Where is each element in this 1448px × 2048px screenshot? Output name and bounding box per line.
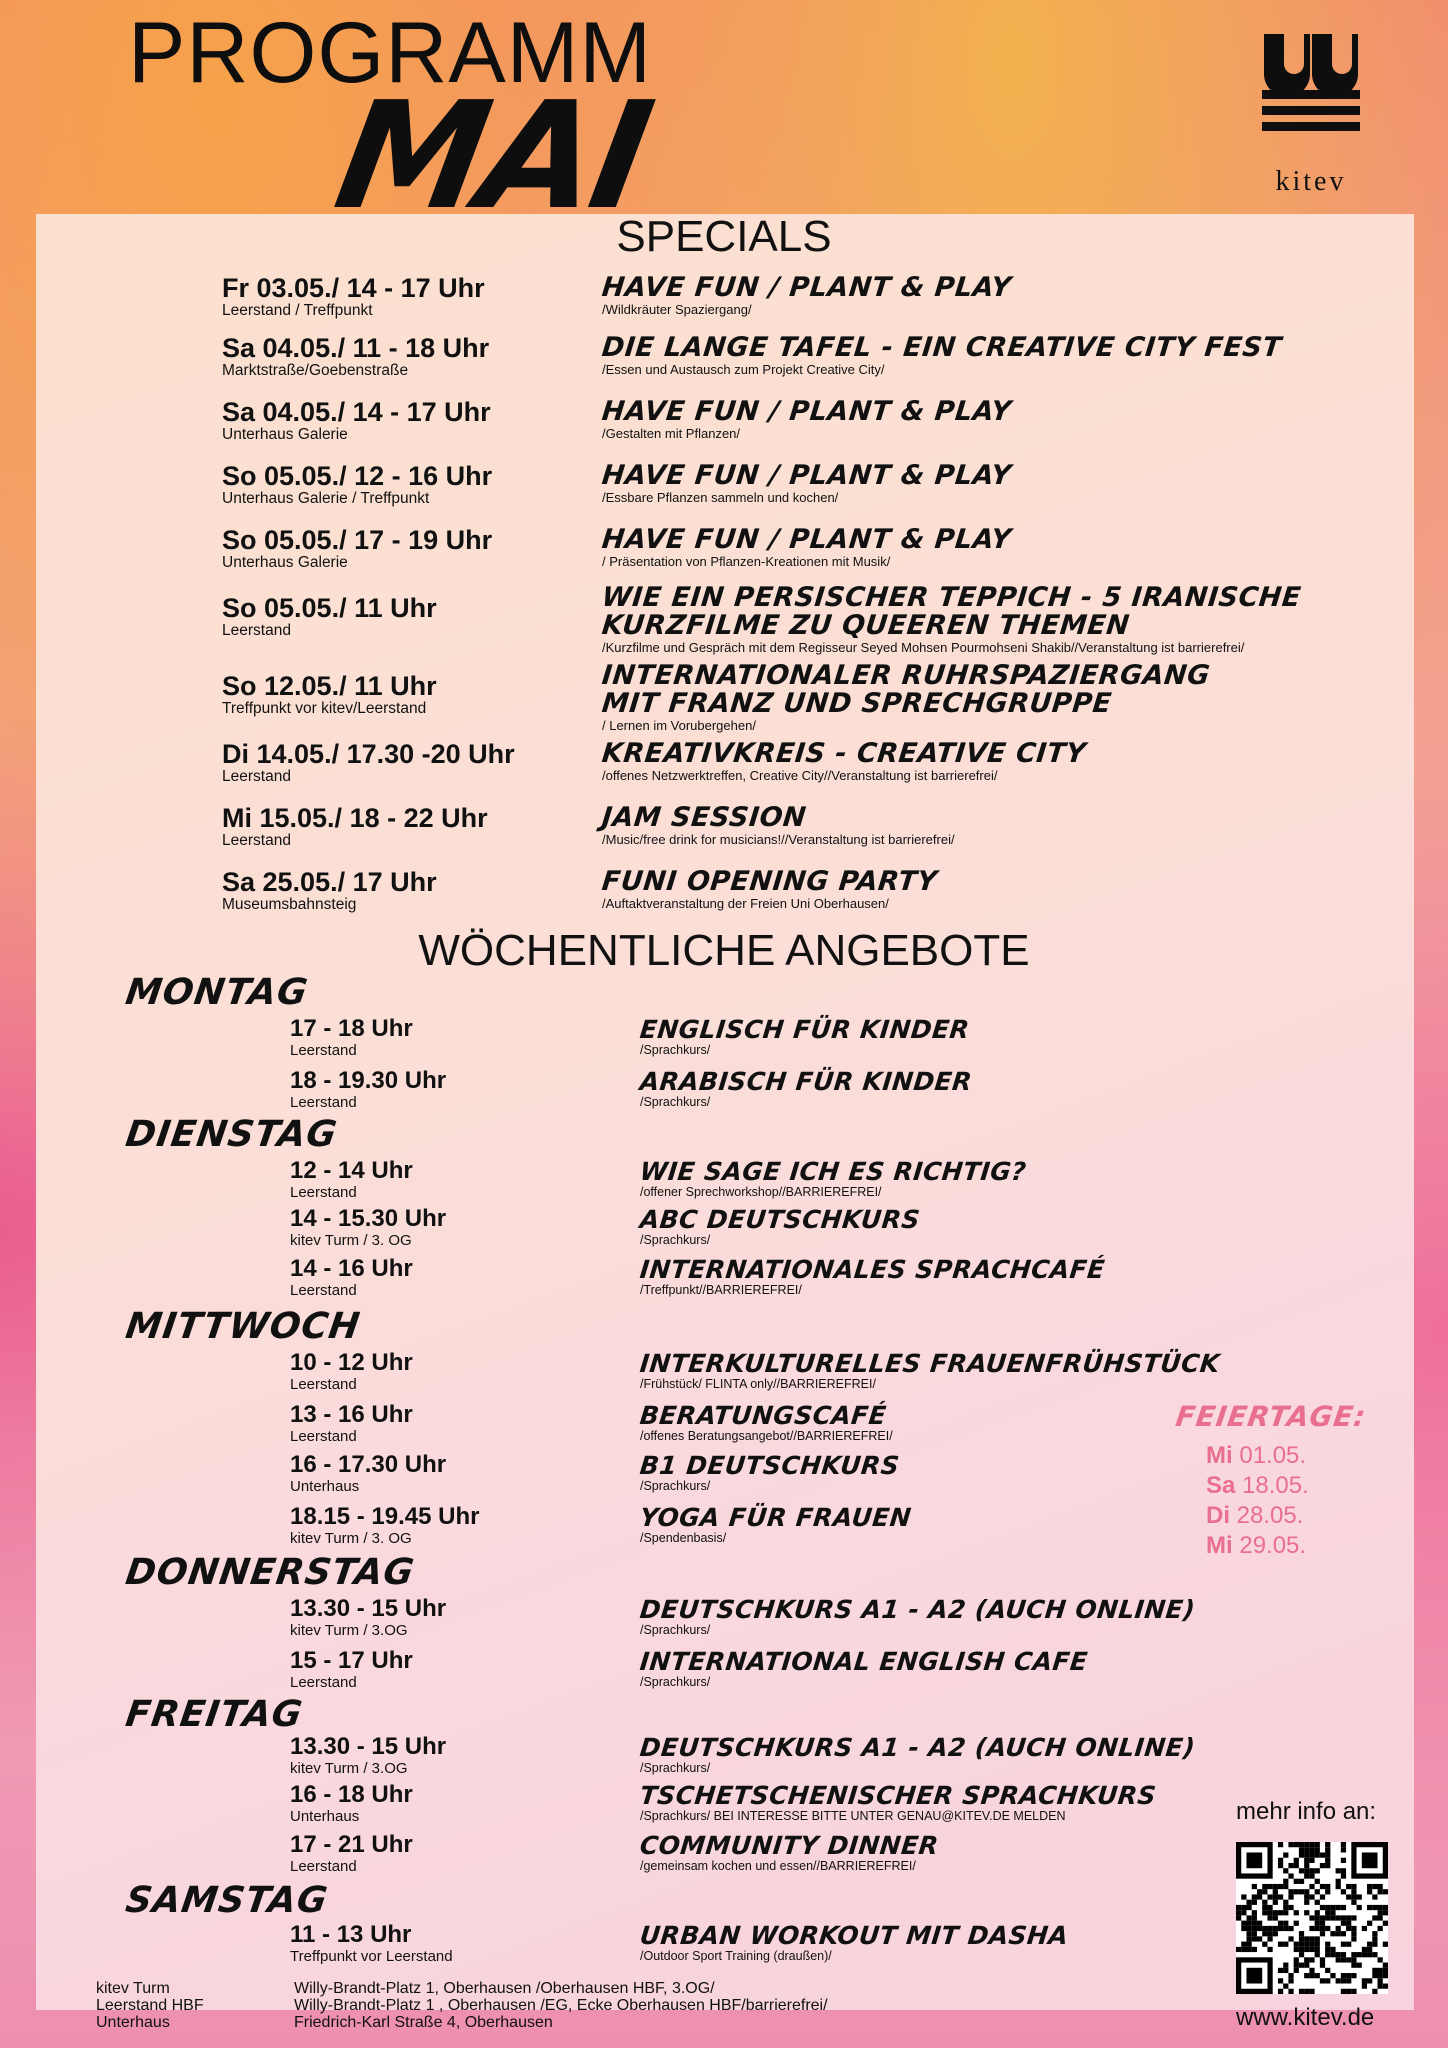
special-place: Leerstand bbox=[222, 768, 291, 785]
specials-title: SPECIALS bbox=[616, 212, 832, 261]
weekly-time: 17 - 18 Uhr bbox=[290, 1015, 413, 1042]
weekly-event-note: /Sprachkurs/ bbox=[640, 1095, 711, 1109]
weekly-event-title: DEUTSCHKURS A1 - A2 (AUCH ONLINE) bbox=[638, 1595, 1197, 1624]
weekly-time: 11 - 13 Uhr bbox=[290, 1921, 412, 1948]
weekly-event-note: /Sprachkurs/ bbox=[640, 1043, 711, 1057]
special-event-note: /Essen und Austausch zum Projekt Creative City/ bbox=[602, 362, 885, 377]
weekly-time: 13 - 16 Uhr bbox=[290, 1401, 413, 1428]
weekly-event-note: /Sprachkurs/ bbox=[640, 1233, 711, 1247]
weekly-time-block bbox=[290, 1832, 413, 1875]
weekly-event-note: /Sprachkurs/ BEI INTERESSE BITTE UNTER GENAU@KITEV.DE MELDEN bbox=[640, 1809, 1066, 1823]
special-place: Leerstand / Treffpunkt bbox=[222, 302, 373, 319]
special-event-block bbox=[602, 804, 955, 848]
footer-location-name: kitev Turm bbox=[96, 1980, 170, 1997]
special-event-block bbox=[602, 868, 937, 912]
weekly-place: kitev Turm / 3.OG bbox=[290, 1622, 408, 1639]
weekly-event-note: /Sprachkurs/ bbox=[640, 1761, 711, 1775]
weekday-heading: MITTWOCH bbox=[123, 1306, 363, 1347]
weekly-event-title: ARABISCH FÜR KINDER bbox=[638, 1067, 974, 1096]
special-event-note: /Gestalten mit Pflanzen/ bbox=[602, 426, 741, 441]
weekly-event-note: /Sprachkurs/ bbox=[640, 1623, 711, 1637]
weekly-time-block bbox=[290, 1648, 413, 1691]
special-event-block bbox=[602, 526, 1011, 570]
special-date: Fr 03.05./ 14 - 17 Uhr bbox=[222, 273, 485, 303]
weekly-event-block bbox=[640, 1068, 972, 1110]
title-programm: PROGRAMM bbox=[128, 5, 652, 101]
special-event-title: HAVE FUN / PLANT & PLAY bbox=[600, 272, 1013, 303]
weekly-event-note: /Spendenbasis/ bbox=[640, 1531, 727, 1545]
weekly-place: Leerstand bbox=[290, 1094, 357, 1111]
weekly-event-title: TSCHETSCHENISCHER SPRACHKURS bbox=[638, 1781, 1158, 1810]
special-event-block bbox=[602, 274, 1011, 318]
weekly-event-title: B1 DEUTSCHKURS bbox=[638, 1451, 901, 1480]
special-event-note: /Kurzfilme und Gespräch mit dem Regisseur Seyed Mohsen Pourmohseni Shakib//Veranstaltung ist barrierefrei/ bbox=[602, 640, 1245, 655]
special-place: Museumsbahnsteig bbox=[222, 896, 357, 913]
weekly-event-title: INTERKULTURELLES FRAUENFRÜHSTÜCK bbox=[638, 1349, 1222, 1378]
weekly-event-title: ABC DEUTSCHKURS bbox=[638, 1205, 922, 1234]
weekly-time: 16 - 18 Uhr bbox=[290, 1781, 413, 1808]
special-event-note: / Präsentation von Pflanzen-Kreationen mit Musik/ bbox=[602, 554, 891, 569]
special-event-note: /Essbare Pflanzen sammeln und kochen/ bbox=[602, 490, 839, 505]
special-place: Marktstraße/Goebenstraße bbox=[222, 362, 409, 379]
special-event-block bbox=[602, 584, 1301, 656]
special-place: Unterhaus Galerie bbox=[222, 426, 348, 443]
weekly-time-block bbox=[290, 1596, 446, 1639]
weekly-time-block bbox=[290, 1452, 446, 1495]
weekly-time: 12 - 14 Uhr bbox=[290, 1157, 413, 1184]
weekly-time: 16 - 17.30 Uhr bbox=[290, 1451, 447, 1478]
weekly-event-block bbox=[640, 1504, 911, 1546]
weekly-event-block bbox=[640, 1350, 1220, 1392]
weekly-event-title: YOGA FÜR FRAUEN bbox=[638, 1503, 913, 1532]
special-date-block bbox=[222, 594, 437, 640]
special-date-block bbox=[222, 868, 437, 914]
weekly-event-note: /offenes Beratungsangebot//BARRIEREFREI/ bbox=[640, 1429, 893, 1443]
special-event-title: DIE LANGE TAFEL - EIN CREATIVE CITY FEST bbox=[600, 332, 1284, 363]
holiday-date: 18.05. bbox=[1235, 1472, 1309, 1499]
holiday-day: Di bbox=[1206, 1502, 1230, 1529]
weekly-place: Unterhaus bbox=[290, 1478, 360, 1495]
weekday-heading: DIENSTAG bbox=[123, 1114, 340, 1155]
weekly-time-block bbox=[290, 1068, 446, 1111]
weekly-place: kitev Turm / 3.OG bbox=[290, 1760, 408, 1777]
special-date: Sa 25.05./ 17 Uhr bbox=[222, 867, 437, 897]
footer-location-address: Friedrich-Karl Straße 4, Oberhausen bbox=[294, 2014, 553, 2031]
weekly-event-block bbox=[640, 1452, 899, 1494]
weekly-place: Leerstand bbox=[290, 1674, 357, 1691]
holidays-box bbox=[1173, 1400, 1369, 1561]
weekly-event-note: /gemeinsam kochen und essen//BARRIEREFREI/ bbox=[640, 1859, 916, 1873]
weekly-event-block bbox=[640, 1832, 938, 1874]
special-place: Unterhaus Galerie / Treffpunkt bbox=[222, 490, 430, 507]
holiday-line bbox=[1206, 1471, 1366, 1501]
logo-text: kitev bbox=[1275, 166, 1347, 197]
special-place: Unterhaus Galerie bbox=[222, 554, 348, 571]
special-date: So 05.05./ 12 - 16 Uhr bbox=[222, 461, 493, 491]
weekday-heading: FREITAG bbox=[123, 1694, 306, 1735]
weekly-event-note: /offener Sprechworkshop//BARRIEREFREI/ bbox=[640, 1185, 882, 1199]
qr-code-icon[interactable] bbox=[1236, 1842, 1388, 1994]
special-date-block bbox=[222, 462, 492, 508]
weekly-place: Leerstand bbox=[290, 1282, 357, 1299]
special-place: Leerstand bbox=[222, 622, 291, 639]
weekly-event-title: ENGLISCH FÜR KINDER bbox=[638, 1015, 971, 1044]
special-event-title: HAVE FUN / PLANT & PLAY bbox=[600, 524, 1013, 555]
holiday-line bbox=[1206, 1501, 1366, 1531]
kitev-logo-icon bbox=[1262, 34, 1360, 134]
special-event-title-line2: MIT FRANZ UND SPRECHGRUPPE bbox=[600, 688, 1114, 719]
special-date: So 05.05./ 17 - 19 Uhr bbox=[222, 525, 493, 555]
special-date: Sa 04.05./ 11 - 18 Uhr bbox=[222, 333, 490, 363]
footer-location-name: Leerstand HBF bbox=[96, 1997, 204, 2014]
weekly-time: 18 - 19.30 Uhr bbox=[290, 1067, 447, 1094]
holiday-day: Mi bbox=[1206, 1442, 1233, 1469]
special-event-title: FUNI OPENING PARTY bbox=[600, 866, 939, 897]
holiday-line bbox=[1206, 1441, 1366, 1471]
weekly-time-block bbox=[290, 1350, 413, 1393]
special-date-block bbox=[222, 274, 485, 320]
special-event-note: / Lernen im Vorubergehen/ bbox=[602, 718, 756, 733]
weekly-time: 14 - 16 Uhr bbox=[290, 1255, 413, 1282]
weekly-time: 17 - 21 Uhr bbox=[290, 1831, 413, 1858]
holiday-date: 01.05. bbox=[1232, 1442, 1307, 1469]
special-date-block bbox=[222, 804, 488, 850]
weekly-event-title: DEUTSCHKURS A1 - A2 (AUCH ONLINE) bbox=[638, 1733, 1197, 1762]
special-date-block bbox=[222, 672, 437, 718]
weekly-event-title: BERATUNGSCAFÉ bbox=[638, 1401, 888, 1430]
weekly-event-note: /Sprachkurs/ bbox=[640, 1675, 711, 1689]
holiday-day: Sa bbox=[1206, 1472, 1236, 1499]
special-date-block bbox=[222, 526, 492, 572]
weekly-event-title: WIE SAGE ICH ES RICHTIG? bbox=[638, 1157, 1028, 1186]
weekly-time-block bbox=[290, 1206, 446, 1249]
special-event-block bbox=[600, 332, 1284, 378]
weekly-event-block bbox=[640, 1402, 893, 1444]
special-event-title: KREATIVKREIS - CREATIVE CITY bbox=[600, 738, 1088, 769]
weekly-event-title: COMMUNITY DINNER bbox=[638, 1831, 940, 1860]
weekly-event-block bbox=[640, 1206, 920, 1248]
weekly-time-block bbox=[290, 1782, 413, 1825]
weekly-time-block bbox=[290, 1402, 413, 1445]
special-event-block bbox=[602, 462, 1011, 506]
special-event-note: /Auftaktveranstaltung der Freien Uni Oberhausen/ bbox=[602, 896, 889, 911]
special-date: Sa 04.05./ 14 - 17 Uhr bbox=[222, 397, 491, 427]
weekly-place: kitev Turm / 3. OG bbox=[290, 1232, 412, 1249]
weekly-time-block bbox=[290, 1504, 479, 1547]
special-event-note: /offenes Netzwerktreffen, Creative City//Veranstaltung ist barrierefrei/ bbox=[602, 768, 998, 783]
special-place: Leerstand bbox=[222, 832, 291, 849]
weekday-heading: SAMSTAG bbox=[123, 1880, 331, 1921]
weekly-time: 15 - 17 Uhr bbox=[290, 1647, 413, 1674]
weekly-time: 13.30 - 15 Uhr bbox=[290, 1595, 447, 1622]
weekly-event-block bbox=[640, 1016, 969, 1058]
weekly-place: Leerstand bbox=[290, 1184, 357, 1201]
special-date: Mi 15.05./ 18 - 22 Uhr bbox=[222, 803, 488, 833]
weekly-event-note: /Frühstück/ FLINTA only//BARRIEREFREI/ bbox=[640, 1377, 876, 1391]
footer-location-name: Unterhaus bbox=[96, 2014, 170, 2031]
holiday-date: 28.05. bbox=[1230, 1502, 1304, 1529]
special-event-note: /Wildkräuter Spaziergang/ bbox=[602, 302, 752, 317]
holiday-day: Mi bbox=[1206, 1532, 1233, 1559]
weekly-event-block bbox=[640, 1922, 1068, 1964]
website-link[interactable]: www.kitev.de bbox=[1236, 2004, 1375, 2031]
weekly-event-block bbox=[640, 1158, 1026, 1200]
special-date-block bbox=[222, 334, 489, 380]
more-info-label: mehr info an: bbox=[1236, 1798, 1377, 1825]
weekly-event-block bbox=[640, 1596, 1195, 1638]
weekly-place: Leerstand bbox=[290, 1428, 357, 1445]
holiday-line bbox=[1206, 1531, 1366, 1561]
weekly-place: Leerstand bbox=[290, 1858, 357, 1875]
special-date-block bbox=[222, 740, 515, 786]
special-event-block bbox=[602, 398, 1011, 442]
weekly-time: 14 - 15.30 Uhr bbox=[290, 1205, 447, 1232]
weekly-time: 10 - 12 Uhr bbox=[290, 1349, 413, 1376]
weekly-title: WÖCHENTLICHE ANGEBOTE bbox=[418, 926, 1030, 975]
weekly-event-title: URBAN WORKOUT MIT DASHA bbox=[638, 1921, 1070, 1950]
weekly-event-block bbox=[640, 1256, 1105, 1298]
weekly-time: 13.30 - 15 Uhr bbox=[290, 1733, 447, 1760]
footer-location-address: Willy-Brandt-Platz 1, Oberhausen /Oberhausen HBF, 3.OG/ bbox=[294, 1980, 715, 1997]
special-event-title: JAM SESSION bbox=[600, 802, 808, 833]
special-date: So 05.05./ 11 Uhr bbox=[222, 593, 437, 623]
special-event-title: INTERNATIONALER RUHRSPAZIERGANG bbox=[600, 660, 1212, 691]
special-date: So 12.05./ 11 Uhr bbox=[222, 671, 437, 701]
weekly-place: Unterhaus bbox=[290, 1808, 360, 1825]
special-event-title: HAVE FUN / PLANT & PLAY bbox=[600, 460, 1013, 491]
weekly-place: Treffpunkt vor Leerstand bbox=[290, 1948, 453, 1965]
weekly-event-note: /Treffpunkt//BARRIEREFREI/ bbox=[640, 1283, 802, 1297]
special-event-block bbox=[602, 662, 1210, 734]
weekly-event-block bbox=[640, 1648, 1088, 1690]
special-place: Treffpunkt vor kitev/Leerstand bbox=[222, 700, 427, 717]
special-event-note: /Music/free drink for musicians!//Veranstaltung ist barrierefrei/ bbox=[602, 832, 955, 847]
holidays-title: FEIERTAGE: bbox=[1173, 1400, 1369, 1433]
weekly-time-block bbox=[290, 1256, 413, 1299]
weekly-event-note: /Sprachkurs/ bbox=[640, 1479, 711, 1493]
weekly-place: kitev Turm / 3. OG bbox=[290, 1530, 412, 1547]
weekly-time-block bbox=[290, 1016, 413, 1059]
special-date: Di 14.05./ 17.30 -20 Uhr bbox=[222, 739, 515, 769]
weekday-heading: DONNERSTAG bbox=[123, 1552, 418, 1593]
weekly-event-note: /Outdoor Sport Training (draußen)/ bbox=[640, 1949, 832, 1963]
weekly-time: 18.15 - 19.45 Uhr bbox=[290, 1503, 480, 1530]
special-event-title: HAVE FUN / PLANT & PLAY bbox=[600, 396, 1013, 427]
weekly-event-block bbox=[640, 1782, 1156, 1824]
weekly-event-block bbox=[640, 1734, 1195, 1776]
weekly-event-title: INTERNATIONALES SPRACHCAFÉ bbox=[638, 1255, 1107, 1284]
footer-location-address: Willy-Brandt-Platz 1 , Oberhausen /EG, Ecke Oberhausen HBF/barrierefrei/ bbox=[294, 1997, 828, 2014]
special-date-block bbox=[222, 398, 491, 444]
weekly-time-block bbox=[290, 1922, 453, 1965]
weekly-place: Leerstand bbox=[290, 1376, 357, 1393]
special-event-block bbox=[602, 740, 1086, 784]
weekly-time-block bbox=[290, 1158, 413, 1201]
holiday-date: 29.05. bbox=[1232, 1532, 1307, 1559]
special-event-title-line2: KURZFILME ZU QUEEREN THEMEN bbox=[600, 610, 1132, 641]
weekly-place: Leerstand bbox=[290, 1042, 357, 1059]
weekly-time-block bbox=[290, 1734, 446, 1777]
special-event-title: WIE EIN PERSISCHER TEPPICH - 5 IRANISCHE bbox=[600, 582, 1303, 613]
weekday-heading: MONTAG bbox=[123, 972, 311, 1013]
title-month: MAI bbox=[324, 70, 661, 242]
weekly-event-title: INTERNATIONAL ENGLISH CAFE bbox=[638, 1647, 1090, 1676]
